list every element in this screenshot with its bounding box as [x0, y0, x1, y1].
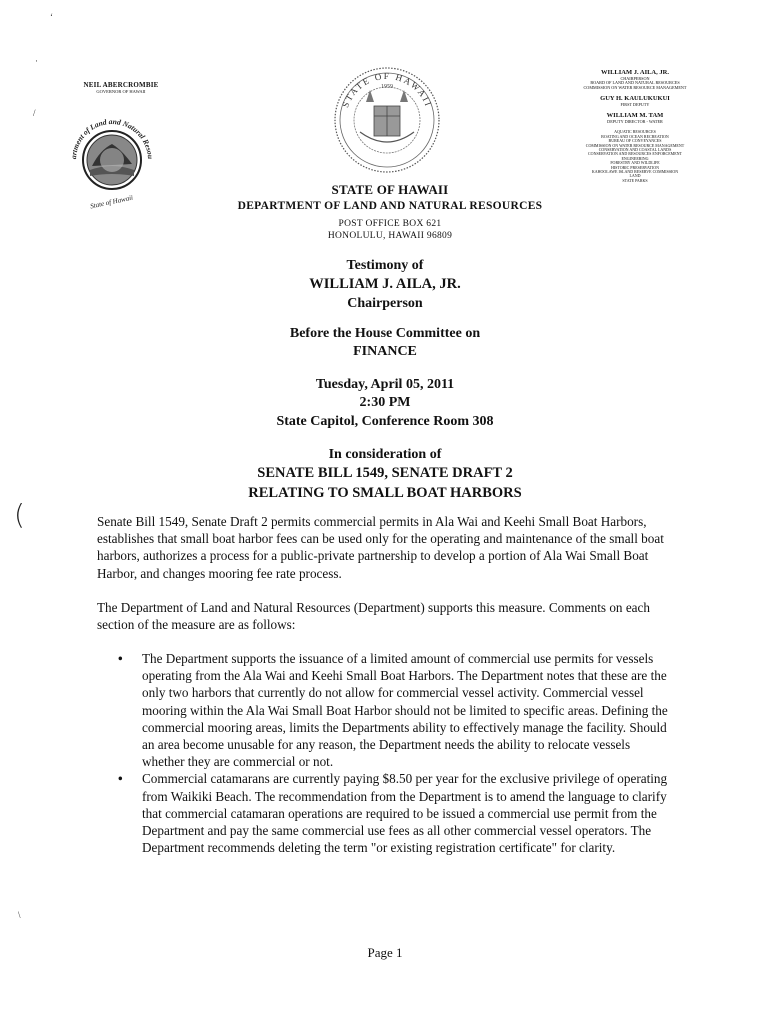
- hearing-time: 2:30 PM: [359, 395, 411, 411]
- official-name: GUY H. KAULUKUKUI: [600, 95, 670, 103]
- dlnr-seal-logo: [64, 106, 160, 210]
- bullet-icon: •: [118, 771, 123, 787]
- division-item: CONSERVATION AND RESOURCES ENFORCEMENT: [588, 151, 682, 157]
- official-title-line: DEPUTY DIRECTOR - WATER: [607, 119, 663, 125]
- official-title-line: BOARD OF LAND AND NATURAL RESOURCES: [590, 80, 680, 86]
- hearing-location: State Capitol, Conference Room 308: [276, 413, 494, 429]
- address-line-2: HONOLULU, HAWAII 96809: [327, 230, 453, 241]
- state-seal-icon: [330, 60, 444, 180]
- bill-number: SENATE BILL 1549, SENATE DRAFT 2: [257, 465, 513, 482]
- list-item: [118, 770, 673, 856]
- committee-name: FINANCE: [353, 344, 417, 360]
- governor-title: GOVERNOR OF HAWAII: [96, 89, 146, 94]
- page-number: Page 1: [367, 945, 403, 960]
- official-kaulukukui: [560, 96, 710, 107]
- seal-center-year: 1959: [381, 84, 393, 90]
- official-name: WILLIAM J. AILA, JR.: [601, 69, 669, 76]
- scan-bracket-mark: (: [14, 498, 25, 531]
- committee-line-1: Before the House Committee on: [289, 326, 481, 341]
- official-aila: [560, 70, 710, 90]
- dlnr-seal-icon: [64, 106, 160, 210]
- testimony-heading: [160, 257, 610, 313]
- official-title-line: CHAIRPERSON: [620, 75, 650, 81]
- official-name: WILLIAM M. TAM: [606, 112, 664, 120]
- comment-text: Commercial catamarans are currently paying $8.50 per year for the exclusive privilege of operating from Waikiki Beach. The recommendation from the Department is to amend the language to clarify that commercial catamaran operations are required to be issued a commercial use permit from the Department and pay the same commercial use fees as all other commercial vessel operators. The Department recommends deleting the term "or existing registration certificate" for clarity.: [142, 771, 668, 856]
- hearing-date: Tuesday, April 05, 2011: [315, 377, 455, 392]
- department-address: [180, 219, 600, 243]
- division-item: COMMISSION ON WATER RESOURCE MANAGEMENT: [585, 142, 685, 148]
- division-item: BOATING AND OCEAN RECREATION: [601, 133, 669, 139]
- divisions-list: [560, 130, 710, 183]
- list-item: [118, 650, 673, 770]
- division-item: LAND: [629, 173, 641, 179]
- scan-speck: \: [18, 910, 21, 920]
- testimony-name: WILLIAM J. AILA, JR.: [309, 276, 461, 293]
- officials-block: [560, 70, 710, 183]
- testimony-line-1: Testimony of: [346, 258, 424, 273]
- department-name: DEPARTMENT OF LAND AND NATURAL RESOURCES: [237, 200, 543, 212]
- body-paragraph-2: The Department of Land and Natural Resources (Department) supports this measure. Comments on each section of the measure are as follows:: [97, 600, 650, 633]
- state-name: STATE OF HAWAII: [331, 182, 449, 197]
- comments-list: [118, 650, 673, 856]
- consideration-line-1: In consideration of: [328, 447, 442, 462]
- department-heading: [180, 182, 600, 243]
- seal-left-text: artment of Land and Natural Resou: [68, 116, 156, 160]
- governor-name: NEIL ABERCROMBIE: [83, 81, 159, 89]
- division-item: BUREAU OF CONVEYANCES: [608, 138, 662, 144]
- division-item: AQUATIC RESOURCES: [614, 129, 656, 135]
- comment-text: The Department supports the issuance of a limited amount of commercial use permits for vessels operating from the Ala Wai and Keehi Small Boat Harbors. The Department notes that these are the only two harbors that currently do not allow for commercial vessel activity. Commercial vessel mooring within the Ala Wai Small Boat Harbor should not be limited to specific areas. Defining the commercial mooring areas, limits the Departments ability to effectively manage the facility. Should an area become unusable for any reason, the Department needs the ability to relocate vessels whether they are commercial or not.: [142, 651, 668, 770]
- scan-speck: ‘: [50, 12, 53, 22]
- division-item: ENGINEERING: [621, 155, 649, 161]
- address-line-1: POST OFFICE BOX 621: [338, 219, 442, 229]
- consideration-heading: [160, 446, 610, 503]
- bullet-icon: •: [118, 651, 123, 666]
- division-item: STATE PARKS: [622, 177, 648, 183]
- division-item: CONSERVATION AND COASTAL LANDS: [598, 147, 672, 153]
- division-item: KAHOOLAWE ISLAND RESERVE COMMISSION: [591, 168, 679, 174]
- scan-speck: /: [33, 108, 36, 118]
- division-item: FORESTRY AND WILDLIFE: [610, 160, 660, 166]
- body-paragraph-1: Senate Bill 1549, Senate Draft 2 permits commercial permits in Ala Wai and Keehi Small Boat Harbors, establishes that small boat harbor fees can be used only for the operating and maintenance of the small boat harbors, authorizes a process for a public-private partnership to develop a portion of Ala Wai Small Boat Harbor, and changes mooring fee rate process.: [97, 514, 664, 581]
- hearing-info: [160, 376, 610, 431]
- state-seal-logo: [330, 60, 444, 180]
- seal-left-bottom-text: State of Hawaii: [89, 193, 134, 210]
- committee-heading: [160, 325, 610, 362]
- testimony-role: Chairperson: [347, 295, 423, 311]
- official-title-line: FIRST DEPUTY: [620, 101, 650, 107]
- scan-speck: ·: [35, 56, 38, 66]
- governor-block: [76, 82, 166, 95]
- official-title-line: COMMISSION ON WATER RESOURCE MANAGEMENT: [583, 84, 687, 90]
- official-tam: [560, 113, 710, 124]
- seal-center-text: STATE OF HAWAII: [340, 70, 434, 109]
- division-item: HISTORIC PRESERVATION: [610, 164, 660, 170]
- bill-title: RELATING TO SMALL BOAT HARBORS: [248, 484, 522, 501]
